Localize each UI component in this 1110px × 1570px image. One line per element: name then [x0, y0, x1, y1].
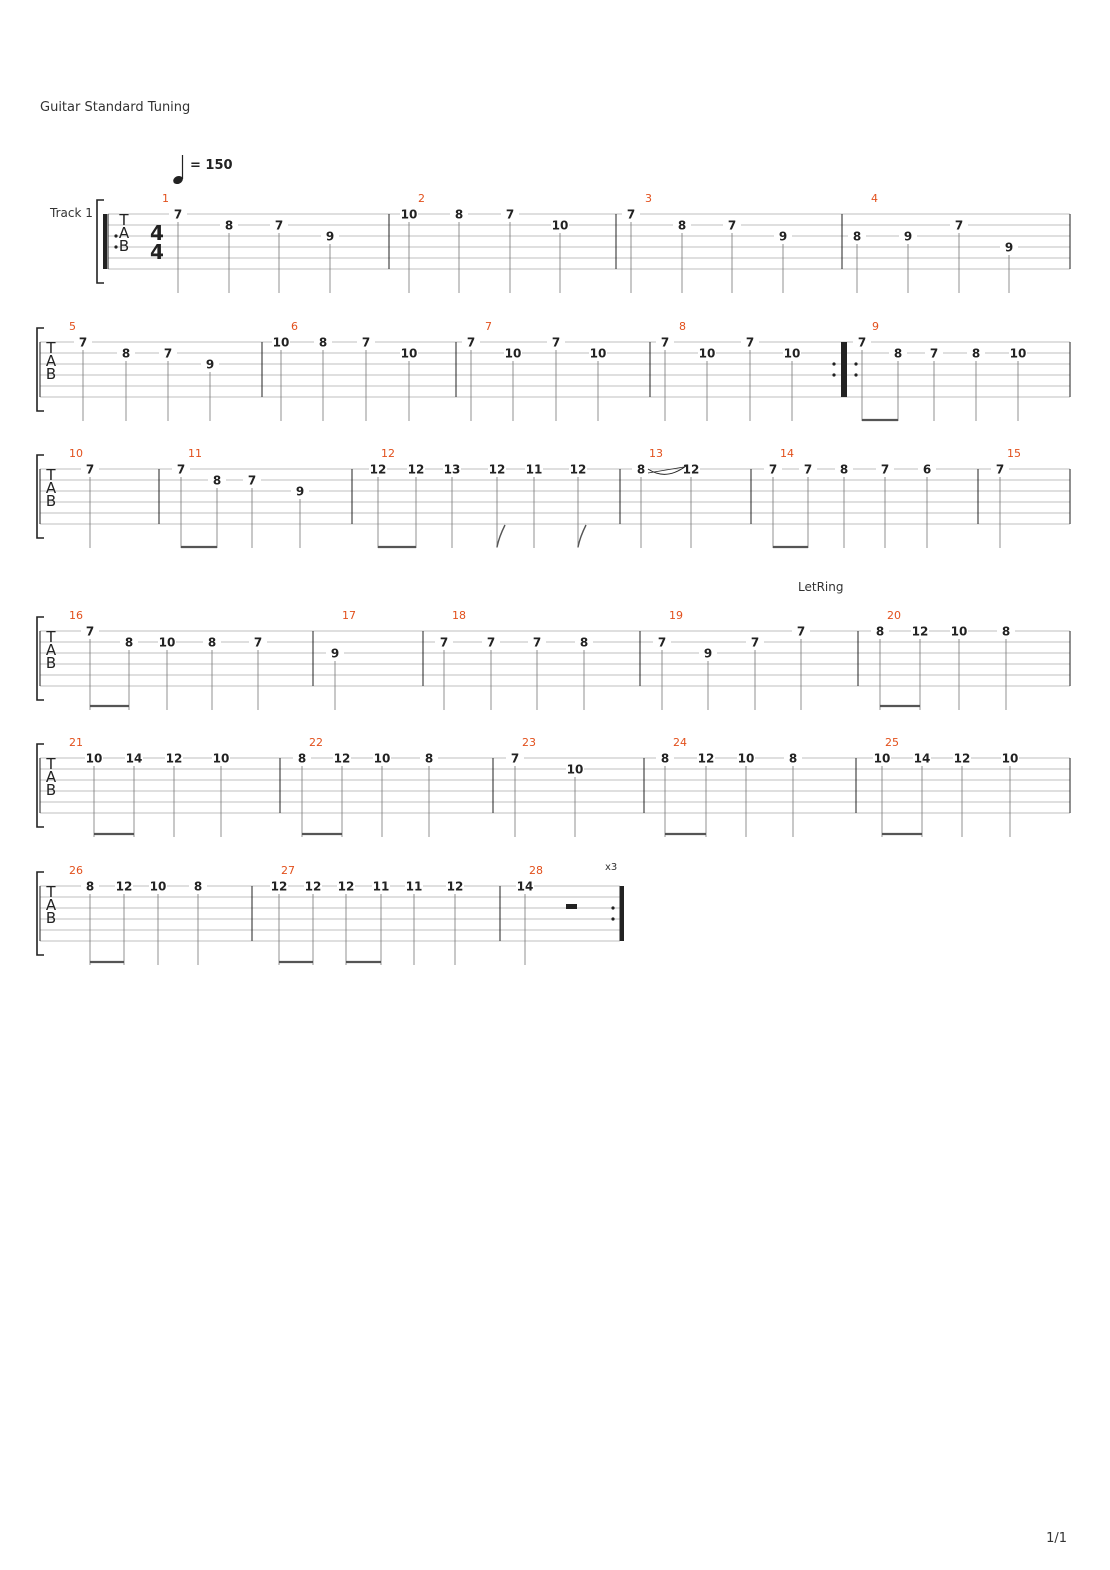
half-rest-icon	[566, 904, 577, 909]
repeat-end-dot	[611, 906, 614, 909]
fret-number: 9	[778, 229, 788, 244]
let-ring-label: LetRing	[798, 580, 844, 594]
fret-number: 10	[158, 635, 176, 650]
fret-number: 10	[737, 751, 755, 766]
fret-number: 10	[1009, 346, 1027, 361]
tab-clef-letter: A	[45, 479, 57, 497]
note-flag	[578, 525, 586, 547]
fret-number: 10	[504, 346, 522, 361]
fret-number: 12	[911, 624, 929, 639]
fret-number: 7	[510, 751, 520, 766]
measure-number: 17	[342, 609, 356, 622]
measure-number: 21	[69, 736, 83, 749]
time-signature-bottom: 4	[150, 240, 164, 264]
tab-clef-letter: T	[46, 339, 56, 357]
fret-number: 7	[163, 346, 173, 361]
measure-number: 8	[679, 320, 686, 333]
fret-number: 10	[85, 751, 103, 766]
measure-number: 1	[162, 192, 169, 205]
fret-number: 7	[85, 462, 95, 477]
repeat-start-dot	[114, 234, 117, 237]
fret-number: 8	[124, 635, 134, 650]
fret-number: 7	[745, 335, 755, 350]
repeat-end-dot	[832, 362, 835, 365]
fret-number: 8	[424, 751, 434, 766]
fret-number: 8	[193, 879, 203, 894]
fret-number: 7	[176, 462, 186, 477]
fret-number: 10	[873, 751, 891, 766]
fret-number: 10	[589, 346, 607, 361]
page-number: 1/1	[1046, 1531, 1067, 1546]
fret-number: 8	[839, 462, 849, 477]
fret-number: 10	[566, 762, 584, 777]
fret-number: 11	[372, 879, 390, 894]
fret-number: 10	[373, 751, 391, 766]
fret-number: 12	[407, 462, 425, 477]
fret-number: 6	[922, 462, 932, 477]
fret-number: 14	[913, 751, 931, 766]
fret-number: 7	[85, 624, 95, 639]
fret-number: 7	[439, 635, 449, 650]
fret-number: 7	[247, 473, 257, 488]
tempo-marking: = 150	[190, 158, 233, 173]
fret-number: 8	[121, 346, 131, 361]
fret-number: 10	[1001, 751, 1019, 766]
measure-number: 23	[522, 736, 536, 749]
fret-number: 7	[486, 635, 496, 650]
measure-number: 3	[645, 192, 652, 205]
fret-number: 7	[78, 335, 88, 350]
fret-number: 11	[405, 879, 423, 894]
tab-clef-letter: A	[45, 768, 57, 786]
fret-number: 12	[304, 879, 322, 894]
fret-number: 11	[525, 462, 543, 477]
tab-clef-letter: B	[45, 492, 57, 510]
repeat-end-dot	[611, 917, 614, 920]
fret-number: 9	[295, 484, 305, 499]
fret-number: 8	[677, 218, 687, 233]
fret-number: 9	[330, 646, 340, 661]
fret-number: 8	[971, 346, 981, 361]
measure-number: 18	[452, 609, 466, 622]
fret-number: 7	[954, 218, 964, 233]
fret-number: 8	[660, 751, 670, 766]
note-flag	[497, 525, 505, 547]
measure-number: 26	[69, 864, 83, 877]
fret-number: 10	[698, 346, 716, 361]
fret-number: 10	[272, 335, 290, 350]
fret-number: 10	[551, 218, 569, 233]
fret-number: 12	[115, 879, 133, 894]
tab-clef-letter: B	[45, 781, 57, 799]
repeat-start-dot	[854, 373, 857, 376]
fret-number: 14	[125, 751, 143, 766]
fret-number: 13	[443, 462, 461, 477]
repeat-start-dot	[854, 362, 857, 365]
fret-number: 8	[636, 462, 646, 477]
fret-number: 12	[953, 751, 971, 766]
fret-number: 7	[768, 462, 778, 477]
tab-clef-letter: A	[118, 224, 130, 242]
measure-number: 10	[69, 447, 83, 460]
fret-number: 10	[950, 624, 968, 639]
time-signature-top: 4	[150, 221, 164, 245]
fret-number: 8	[212, 473, 222, 488]
fret-number: 9	[703, 646, 713, 661]
tab-clef-letter: T	[46, 883, 56, 901]
measure-number: 20	[887, 609, 901, 622]
measure-number: 2	[418, 192, 425, 205]
fret-number: 12	[488, 462, 506, 477]
fret-number: 8	[454, 207, 464, 222]
fret-number: 8	[788, 751, 798, 766]
fret-number: 7	[361, 335, 371, 350]
measure-number: 28	[529, 864, 543, 877]
measure-number: 12	[381, 447, 395, 460]
fret-number: 8	[297, 751, 307, 766]
tab-clef-letter: T	[46, 755, 56, 773]
measure-number: 9	[872, 320, 879, 333]
fret-number: 7	[803, 462, 813, 477]
fret-number: 7	[657, 635, 667, 650]
fret-number: 12	[569, 462, 587, 477]
track-name: Track 1	[50, 206, 93, 220]
fret-number: 7	[929, 346, 939, 361]
measure-number: 22	[309, 736, 323, 749]
fret-number: 8	[893, 346, 903, 361]
fret-number: 7	[660, 335, 670, 350]
system-bracket	[97, 200, 104, 283]
measure-number: 7	[485, 320, 492, 333]
fret-number: 8	[579, 635, 589, 650]
fret-number: 10	[400, 207, 418, 222]
fret-number: 9	[1004, 240, 1014, 255]
measure-number: 25	[885, 736, 899, 749]
tab-clef-letter: T	[46, 466, 56, 484]
fret-number: 7	[626, 207, 636, 222]
fret-number: 10	[400, 346, 418, 361]
tab-clef-letter: B	[45, 909, 57, 927]
fret-number: 7	[880, 462, 890, 477]
measure-number: 27	[281, 864, 295, 877]
fret-number: 12	[165, 751, 183, 766]
fret-number: 7	[505, 207, 515, 222]
measure-number: 19	[669, 609, 683, 622]
fret-number: 8	[85, 879, 95, 894]
tab-clef-letter: A	[45, 896, 57, 914]
fret-number: 12	[333, 751, 351, 766]
fret-number: 8	[1001, 624, 1011, 639]
fret-number: 10	[149, 879, 167, 894]
measure-number: 16	[69, 609, 83, 622]
tab-clef-letter: A	[45, 352, 57, 370]
measure-number: 4	[871, 192, 878, 205]
tab-clef-letter: B	[45, 654, 57, 672]
fret-number: 7	[750, 635, 760, 650]
fret-number: 12	[270, 879, 288, 894]
slide-line	[648, 467, 684, 473]
fret-number: 10	[783, 346, 801, 361]
measure-number: 13	[649, 447, 663, 460]
tab-clef-letter: A	[45, 641, 57, 659]
fret-number: 8	[852, 229, 862, 244]
fret-number: 14	[516, 879, 534, 894]
repeat-count: x3	[605, 862, 618, 873]
fret-number: 9	[325, 229, 335, 244]
fret-number: 7	[727, 218, 737, 233]
fret-number: 7	[466, 335, 476, 350]
fret-number: 7	[532, 635, 542, 650]
fret-number: 7	[173, 207, 183, 222]
fret-number: 9	[903, 229, 913, 244]
measure-number: 6	[291, 320, 298, 333]
fret-number: 12	[682, 462, 700, 477]
fret-number: 7	[796, 624, 806, 639]
fret-number: 8	[875, 624, 885, 639]
measure-number: 14	[780, 447, 794, 460]
measure-number: 5	[69, 320, 76, 333]
fret-number: 7	[274, 218, 284, 233]
tab-clef-letter: B	[118, 237, 130, 255]
fret-number: 8	[318, 335, 328, 350]
fret-number: 12	[446, 879, 464, 894]
measure-number: 15	[1007, 447, 1021, 460]
fret-number: 12	[337, 879, 355, 894]
repeat-start-thick	[843, 342, 847, 397]
repeat-start-thick	[103, 214, 107, 269]
fret-number: 8	[224, 218, 234, 233]
measure-number: 24	[673, 736, 687, 749]
tab-clef-letter: T	[119, 211, 129, 229]
fret-number: 12	[697, 751, 715, 766]
fret-number: 12	[369, 462, 387, 477]
measure-number: 11	[188, 447, 202, 460]
fret-number: 8	[207, 635, 217, 650]
repeat-end-thick	[620, 886, 624, 941]
fret-number: 7	[551, 335, 561, 350]
fret-number: 7	[253, 635, 263, 650]
repeat-end-dot	[832, 373, 835, 376]
fret-number: 7	[995, 462, 1005, 477]
tab-clef-letter: T	[46, 628, 56, 646]
fret-number: 10	[212, 751, 230, 766]
fret-number: 9	[205, 357, 215, 372]
repeat-start-dot	[114, 245, 117, 248]
tuning-label: Guitar Standard Tuning	[40, 100, 191, 115]
fret-number: 7	[857, 335, 867, 350]
tab-clef-letter: B	[45, 365, 57, 383]
